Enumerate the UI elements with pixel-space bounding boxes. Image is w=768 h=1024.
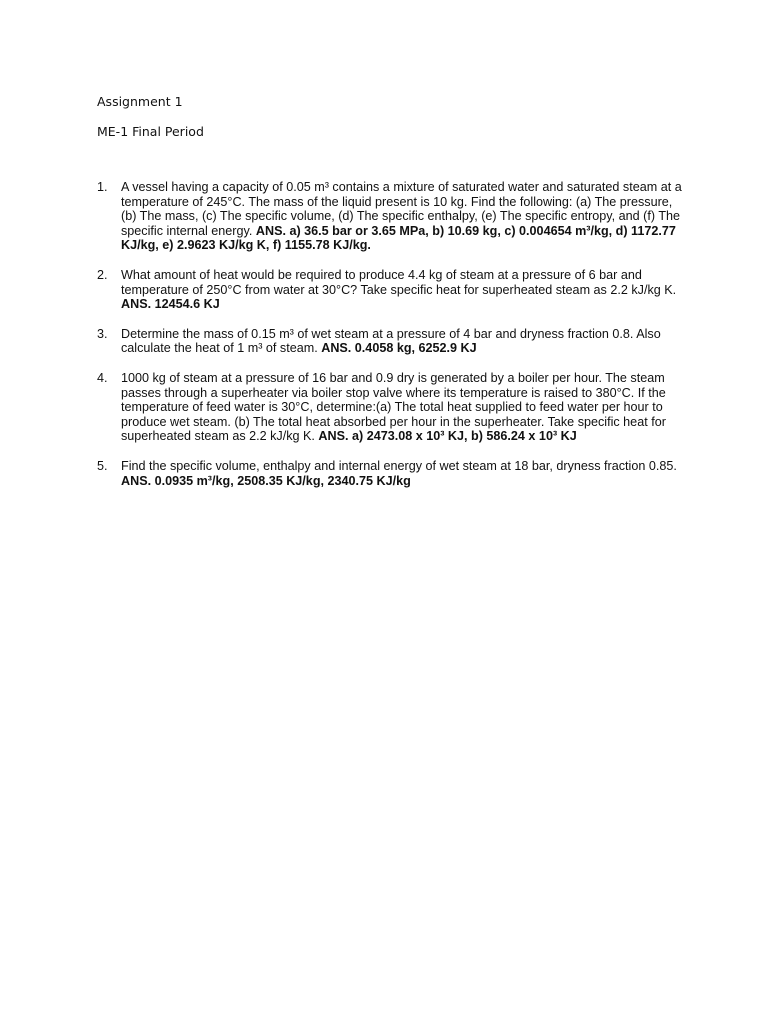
question-number: 3. bbox=[97, 326, 108, 341]
question-number: 1. bbox=[97, 180, 108, 194]
question-item bbox=[97, 459, 687, 488]
question-answer: ANS. 12454.6 KJ bbox=[121, 297, 220, 312]
question-answer: ANS. a) 2473.08 x 10³ KJ, b) 586.24 x 10³ KJ bbox=[318, 429, 577, 444]
question-text: Find the specific volume, enthalpy and internal energy of wet steam at 18 bar, dryness fraction 0.85. bbox=[121, 458, 677, 473]
course-subtitle: ME-1 Final Period bbox=[97, 124, 204, 139]
question-list bbox=[97, 180, 687, 503]
question-number: 4. bbox=[97, 370, 108, 385]
question-answer: ANS. 0.4058 kg, 6252.9 KJ bbox=[321, 341, 477, 356]
question-number: 5. bbox=[97, 458, 108, 473]
question-number: 2. bbox=[97, 267, 108, 282]
question-text: 1000 kg of steam at a pressure of 16 bar and 0.9 dry is generated by a boiler per hour. The steam passes through a superheater via boiler stop valve where its temperature is raised to 380°C. If the temperature of feed water is 30°C, determine:(a) The total heat supplied to feed water per hour to produce wet steam. (b) The total heat absorbed per hour in the superheater. Take specific heat for superheated steam as 2.2 kJ/kg K. bbox=[121, 370, 666, 444]
question-text: What amount of heat would be required to produce 4.4 kg of steam at a pressure of 6 bar and temperature of 250°C from water at 30°C? Take specific heat for superheated steam as 2.2 kJ/kg K. bbox=[121, 267, 677, 297]
assignment-title: Assignment 1 bbox=[97, 94, 183, 109]
question-answer: ANS. a) 36.5 bar or 3.65 MPa, b) 10.69 kg, c) 0.004654 m³/kg, d) 1172.77 KJ/kg, e) 2.9623 KJ/kg K, f) 1155.78 KJ/kg. bbox=[121, 223, 676, 253]
question-answer: ANS. 0.0935 m³/kg, 2508.35 KJ/kg, 2340.75 KJ/kg bbox=[121, 473, 411, 488]
question-text: A vessel having a capacity of 0.05 m³ contains a mixture of saturated water and saturated steam at a temperature of 245°C. The mass of the liquid present is 10 kg. Find the following: (a) The pressure, (b) The mass, (c) The specific volume, (d) The specific enthalpy, (e) The specific entropy, and (f) The specific internal energy. bbox=[121, 180, 682, 238]
question-item bbox=[97, 371, 687, 444]
question-item bbox=[97, 180, 687, 253]
question-item bbox=[97, 327, 687, 356]
question-item bbox=[97, 268, 687, 312]
question-text: Determine the mass of 0.15 m³ of wet steam at a pressure of 4 bar and dryness fraction 0.8. Also calculate the heat of 1 m³ of steam. bbox=[121, 326, 661, 356]
